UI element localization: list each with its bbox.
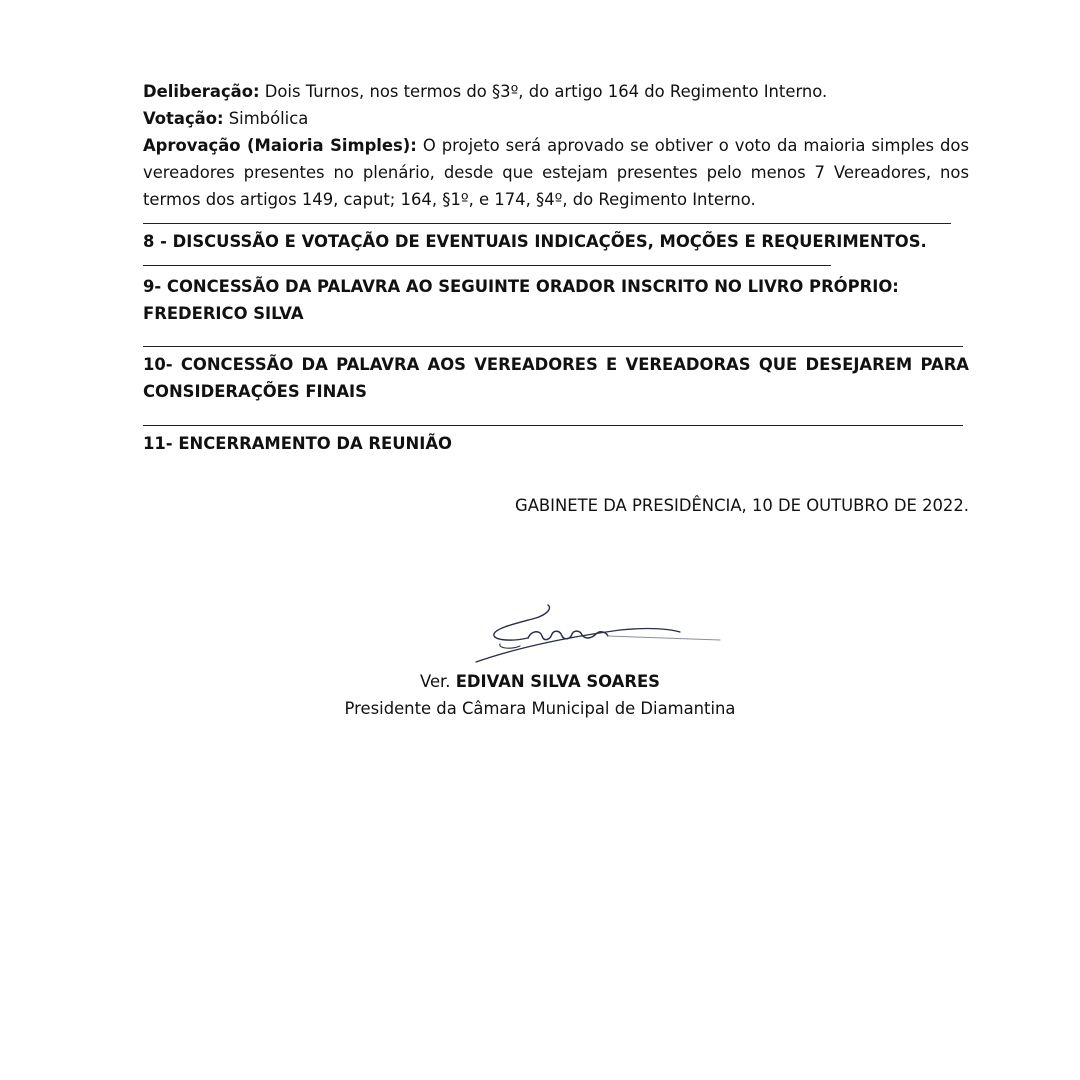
divider [143,346,963,347]
item-11-heading: 11- ENCERRAMENTO DA REUNIÃO [143,434,452,453]
item-9-heading: 9- CONCESSÃO DA PALAVRA AO SEGUINTE ORADOR INSCRITO NO LIVRO PRÓPRIO: [143,277,899,296]
date-line: GABINETE DA PRESIDÊNCIA, 10 DE OUTUBRO DE 2022. [515,496,969,515]
signature-block [300,668,780,722]
aprovacao-text: O projeto será aprovado se obtiver o voto da maioria simples dos vereadores presentes no plenário, desde que estejam presentes pelo menos 7 Vereadores, nos termos dos artigos 149, caput; 164, §1º, e 174, §4º, do Regimento Interno. [143,136,969,209]
aprovacao-label: Aprovação (Maioria Simples): [143,136,417,155]
deliberacao-label: Deliberação: [143,82,260,101]
signatory-role: Presidente da Câmara Municipal de Diamantina [344,699,736,718]
item-8-heading: 8 - DISCUSSÃO E VOTAÇÃO DE EVENTUAIS INDICAÇÕES, MOÇÕES E REQUERIMENTOS. [143,232,927,251]
signatory-name: EDIVAN SILVA SOARES [455,672,660,691]
votacao-line [143,105,969,132]
document-body [143,78,969,457]
divider [143,265,831,266]
aprovacao-paragraph [143,132,969,213]
votacao-label: Votação: [143,109,224,128]
item-10-heading: 10- CONCESSÃO DA PALAVRA AOS VEREADORES E VEREADORAS QUE DESEJAREM PARA CONSIDERAÇÕES FINAIS [143,355,969,401]
divider [143,425,963,426]
deliberacao-line [143,78,969,105]
item-9-speaker: FREDERICO SILVA [143,304,304,323]
signatory-prefix: Ver. [420,672,456,691]
divider [143,223,951,224]
votacao-text: Simbólica [223,109,309,128]
handwritten-signature [470,600,730,670]
deliberacao-text: Dois Turnos, nos termos do §3º, do artigo 164 do Regimento Interno. [259,82,828,101]
signatory-line [300,668,780,695]
